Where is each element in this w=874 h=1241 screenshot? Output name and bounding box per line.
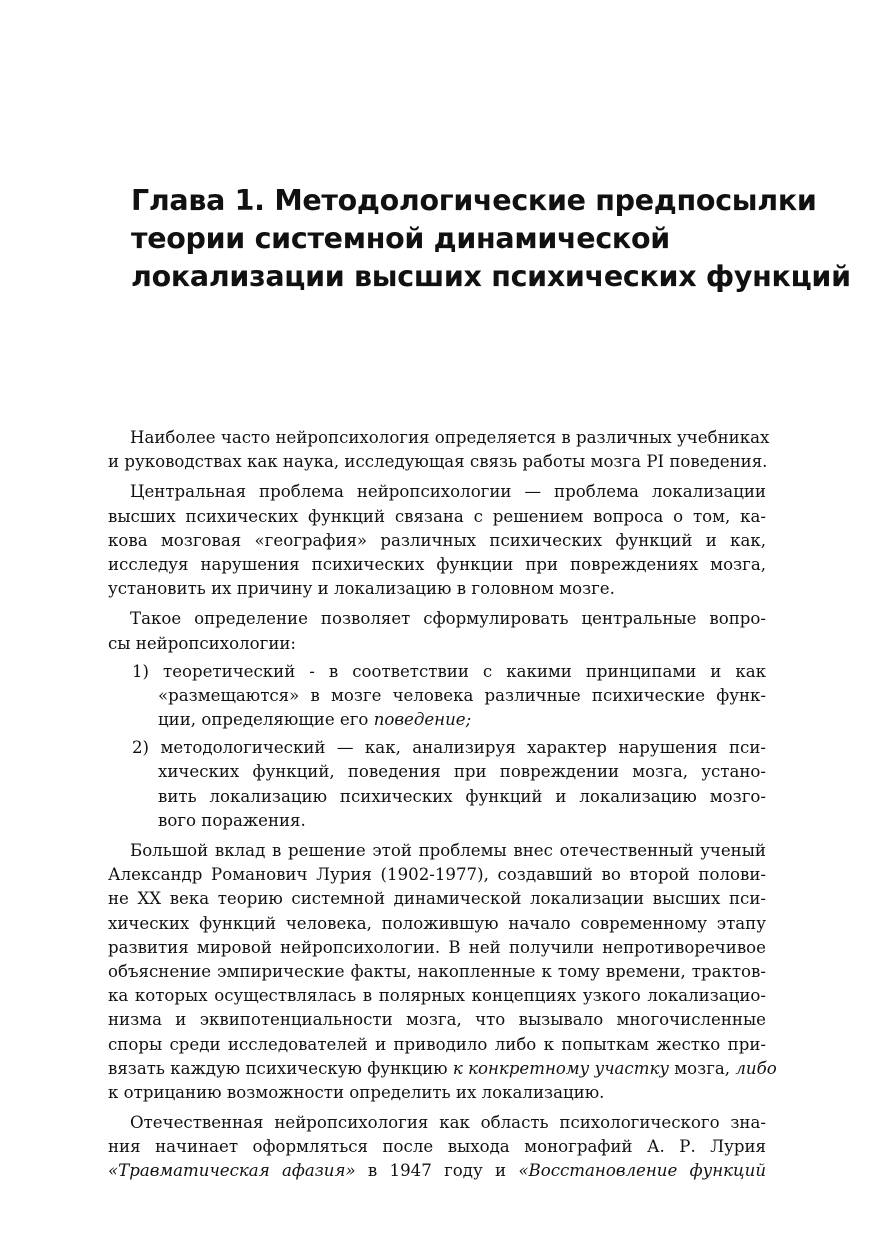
text-line: 2) методологический — как, анализируя характер нарушения пси-	[132, 738, 766, 758]
text-line	[108, 1057, 777, 1081]
chapter-heading-line: теории системной динамической	[131, 222, 670, 255]
text-line: Большой вклад в решение этой проблемы внес отечественный ученый	[130, 841, 766, 860]
text-line: Центральная проблема нейропсихологии — проблема локализации	[130, 482, 766, 502]
text-line: ния начинает оформляться после выхода монографий А. Р. Лурия	[108, 1137, 766, 1157]
text-line: не XX века теорию системной динамической локализации высших пси-	[108, 889, 766, 909]
text-run: мозга,	[668, 1058, 736, 1078]
italic-run: «Восстановление функций	[518, 1161, 767, 1181]
text-line: установить их причину и локализацию в головном мозге.	[108, 579, 615, 599]
text-line	[108, 708, 766, 732]
text-run: вязать каждую психическую функцию	[108, 1058, 453, 1078]
chapter-heading-line: локализации высших психических функций	[131, 260, 851, 293]
text-line: 1) теоретический - в соответствии с какими принципами и как	[132, 661, 766, 681]
text-line: кова мозговая «география» различных психических функций и как,	[108, 530, 766, 550]
text-line: «размещаются» в мозге человека различные психические функ-	[158, 685, 766, 705]
text-line: Отечественная нейропсихология как область психологического зна-	[130, 1113, 766, 1133]
text-line: и руководствах как наука, исследующая связь работы мозга PI поведения.	[108, 452, 768, 472]
text-line: хических функций, поведения при повреждении мозга, устано-	[158, 762, 766, 782]
paragraph-5	[108, 1111, 766, 1184]
text-line: исследуя нарушения психических функции при повреждениях мозга,	[108, 554, 766, 574]
chapter-heading-line: Глава 1. Методологические предпосылки	[131, 184, 817, 217]
italic-run: либо	[735, 1058, 777, 1078]
text-line: объяснение эмпирические факты, накопленные к тому времени, трактов-	[108, 961, 766, 981]
text-line	[108, 1159, 766, 1183]
paragraph-1	[108, 426, 770, 474]
paragraph-3	[108, 607, 766, 655]
text-line: к отрицанию возможности определить их локализацию.	[108, 1082, 605, 1102]
text-line: хических функций человека, положившую начало современному этапу	[108, 913, 766, 933]
text-run: в 1947 году и	[355, 1161, 519, 1181]
text-line: вого поражения.	[158, 810, 306, 830]
text-line: высших психических функций связана с решением вопроса о том, ка-	[108, 506, 766, 526]
chapter-heading	[131, 182, 851, 296]
italic-run: «Травматическая афазия»	[108, 1161, 356, 1181]
text-run: ции, определяющие его	[158, 710, 374, 730]
text-line: ка которых осуществлялась в полярных концепциях узкого локализацио-	[108, 986, 766, 1006]
list-item-1	[108, 660, 766, 733]
list-item-2	[108, 736, 766, 833]
italic-run: поведение;	[373, 710, 472, 730]
text-line: низма и эквипотенциальности мозга, что вызывало многочисленные	[108, 1010, 766, 1030]
text-line: вить локализацию психических функций и локализацию мозго-	[158, 786, 766, 806]
paragraph-4	[108, 839, 777, 1105]
italic-run: к конкретному участку	[452, 1058, 669, 1078]
text-line: Такое определение позволяет сформулировать центральные вопро-	[130, 609, 766, 629]
text-line: сы нейропсихологии:	[108, 633, 297, 653]
text-line: Александр Романович Лурия (1902-1977), создавший во второй полови-	[108, 865, 766, 885]
text-line: споры среди исследователей и приводило либо к попыткам жестко при-	[108, 1034, 766, 1054]
body-text	[108, 426, 777, 1184]
paragraph-2	[108, 480, 766, 601]
text-line: развития мировой нейропсихологии. В ней получили непротиворечивое	[108, 937, 766, 957]
text-line: Наиболее часто нейропсихология определяется в различных учебниках	[130, 428, 770, 447]
